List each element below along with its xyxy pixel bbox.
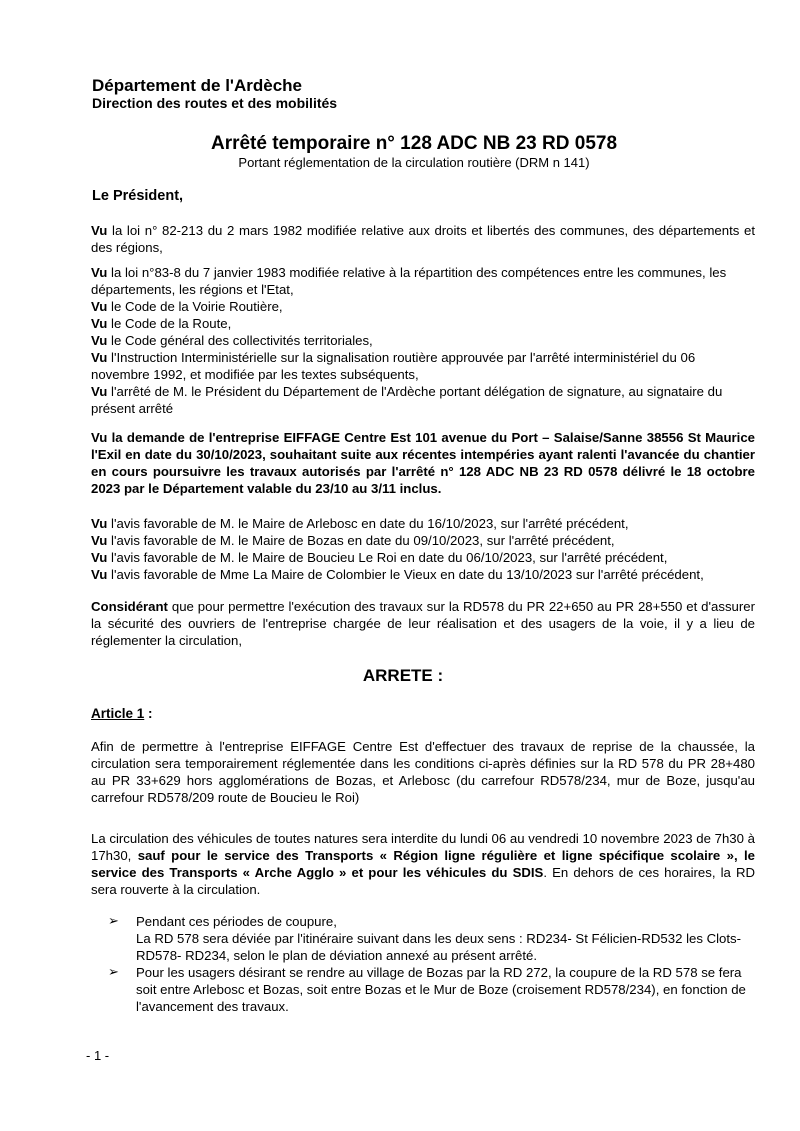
vu-label: Vu bbox=[91, 567, 108, 582]
visa-code-route bbox=[91, 315, 755, 332]
page-number: - 1 - bbox=[86, 1048, 110, 1063]
president-heading: Le Président, bbox=[92, 188, 184, 204]
vu-label: Vu bbox=[91, 384, 108, 399]
exceptions-text: sauf pour le service des Transports « Région ligne régulière et ligne spécifique scolaire », le service des Transports « Arche Agglo » et pour les véhicules du SDIS bbox=[91, 848, 755, 880]
article-1-paragraph-1: Afin de permettre à l'entreprise EIFFAGE Centre Est d'effectuer des travaux de reprise de la chaussée, la circulation sera temporairement réglementée dans les conditions ci-après définies sur la RD 578 du PR 28+480 au PR 33+629 hors agglomérations de Bozas, et Arlebosc (du carrefour RD578/234, mur de Boze, jusqu'au carrefour RD578/209 route de Boucieu le Roi) bbox=[91, 739, 755, 805]
avis-text: l'avis favorable de M. le Maire de Bozas en date du 09/10/2023, sur l'arrêté précédent, bbox=[111, 533, 615, 548]
article-1-heading bbox=[91, 706, 153, 721]
visa-instruction bbox=[91, 349, 755, 383]
article-1-label: Article 1 bbox=[91, 706, 145, 721]
vu-label: Vu bbox=[91, 516, 108, 531]
visa-loi-1983 bbox=[91, 264, 755, 298]
interdiction-text: La circulation des véhicules de toutes natures sera interdite du lundi 06 au vendredi 10 novembre 2023 de 7h30 à 17h30, bbox=[91, 831, 755, 863]
visa-list bbox=[91, 264, 755, 417]
avis-arlebosc bbox=[91, 515, 755, 532]
avis-bozas bbox=[91, 532, 755, 549]
bullet-deviation-text: La RD 578 sera déviée par l'itinéraire suivant dans les deux sens : RD234- St Félicien-RD532 les Clots- RD578- RD234, selon le plan de déviation annexé au présent arrêté. bbox=[136, 931, 742, 963]
vu-label: Vu bbox=[91, 223, 108, 238]
article-1-colon: : bbox=[144, 706, 153, 721]
vu-label: Vu bbox=[91, 550, 108, 565]
visa-text: le Code général des collectivités territoriales, bbox=[111, 333, 373, 348]
avis-list bbox=[91, 515, 755, 583]
avis-text: l'avis favorable de M. le Maire de Arlebosc en date du 16/10/2023, sur l'arrêté précédent, bbox=[111, 516, 629, 531]
visa-text: le Code de la Route, bbox=[111, 316, 232, 331]
vu-label: Vu bbox=[91, 533, 108, 548]
vu-label: Vu bbox=[91, 350, 108, 365]
visa-delegation bbox=[91, 383, 755, 417]
vu-label: Vu bbox=[91, 265, 108, 280]
visa-text: la loi n°83-8 du 7 janvier 1983 modifiée relative à la répartition des compétences entre les communes, les départements, les régions et l'Etat, bbox=[91, 265, 727, 297]
vu-label: Vu bbox=[91, 299, 108, 314]
visa-cgct bbox=[91, 332, 755, 349]
visa-text: le Code de la Voirie Routière, bbox=[111, 299, 283, 314]
avis-colombier bbox=[91, 566, 755, 583]
visa-code-voirie bbox=[91, 298, 755, 315]
considerant-paragraph bbox=[91, 598, 755, 649]
department-name: Département de l'Ardèche bbox=[92, 76, 302, 95]
bullet-arrow-icon: ➢ bbox=[108, 913, 119, 928]
avis-text: l'avis favorable de M. le Maire de Boucieu Le Roi en date du 06/10/2023, sur l'arrêté précédent, bbox=[111, 550, 668, 565]
visa-text: l'arrêté de M. le Président du Département de l'Ardèche portant délégation de signature, au signataire du présent arrêté bbox=[91, 384, 723, 416]
document-subtitle: Portant réglementation de la circulation routière (DRM n 141) bbox=[238, 155, 590, 170]
reouverture-text: . En dehors de ces horaires, la RD sera rouverte à la circulation. bbox=[91, 865, 756, 897]
bullet-bozas-access-text: Pour les usagers désirant se rendre au village de Bozas par la RD 272, la coupure de la RD 578 se fera soit entre Arlebosc et Bozas, soit entre Bozas et le Mur de Boze (croisement RD578/234), en fonction de l'avancement des travaux. bbox=[136, 965, 746, 1014]
avis-text: l'avis favorable de Mme La Maire de Colombier le Vieux en date du 13/10/2023 sur l'arrêté précédent, bbox=[111, 567, 704, 582]
visa-text: l'Instruction Interministérielle sur la signalisation routière approuvée par l'arrêté interministériel du 06 novembre 1992, et modifiée par les textes subséquents, bbox=[91, 350, 696, 382]
visa-demande: Vu la demande de l'entreprise EIFFAGE Centre Est 101 avenue du Port – Salaise/Sanne 38556 St Maurice l'Exil en date du 30/10/2023, souhaitant suite aux récentes intempéries ayant ralenti l'avancée du chantier en cours poursuivre les travaux autorisés par l'arrêté n° 128 ADC NB 23 RD 0578 délivré le 18 octobre 2023 par le Département valable du 23/10 au 3/11 inclus. bbox=[91, 430, 755, 496]
arrete-heading: ARRETE : bbox=[362, 666, 444, 685]
considerant-label: Considérant bbox=[91, 599, 168, 614]
avis-boucieu bbox=[91, 549, 755, 566]
direction-name: Direction des routes et des mobilités bbox=[92, 95, 338, 111]
vu-label: Vu bbox=[91, 333, 108, 348]
visa-text: la loi n° 82-213 du 2 mars 1982 modifiée relative aux droits et libertés des communes, des départements et des régions, bbox=[91, 223, 755, 255]
visa-loi-1982 bbox=[91, 222, 755, 256]
bullet-arrow-icon: ➢ bbox=[108, 964, 119, 979]
bullet-coupure-intro: Pendant ces périodes de coupure, bbox=[136, 914, 337, 929]
document-title: Arrêté temporaire n° 128 ADC NB 23 RD 0578 bbox=[210, 133, 618, 154]
vu-label: Vu bbox=[91, 316, 108, 331]
article-1-paragraph-2 bbox=[91, 830, 755, 898]
considerant-text: que pour permettre l'exécution des travaux sur la RD578 du PR 22+650 au PR 28+550 et d'assurer la sécurité des ouvriers de l'entreprise chargée de leur réalisation et des usagers de la voie, il y a lieu de réglementer la circulation, bbox=[91, 599, 755, 648]
